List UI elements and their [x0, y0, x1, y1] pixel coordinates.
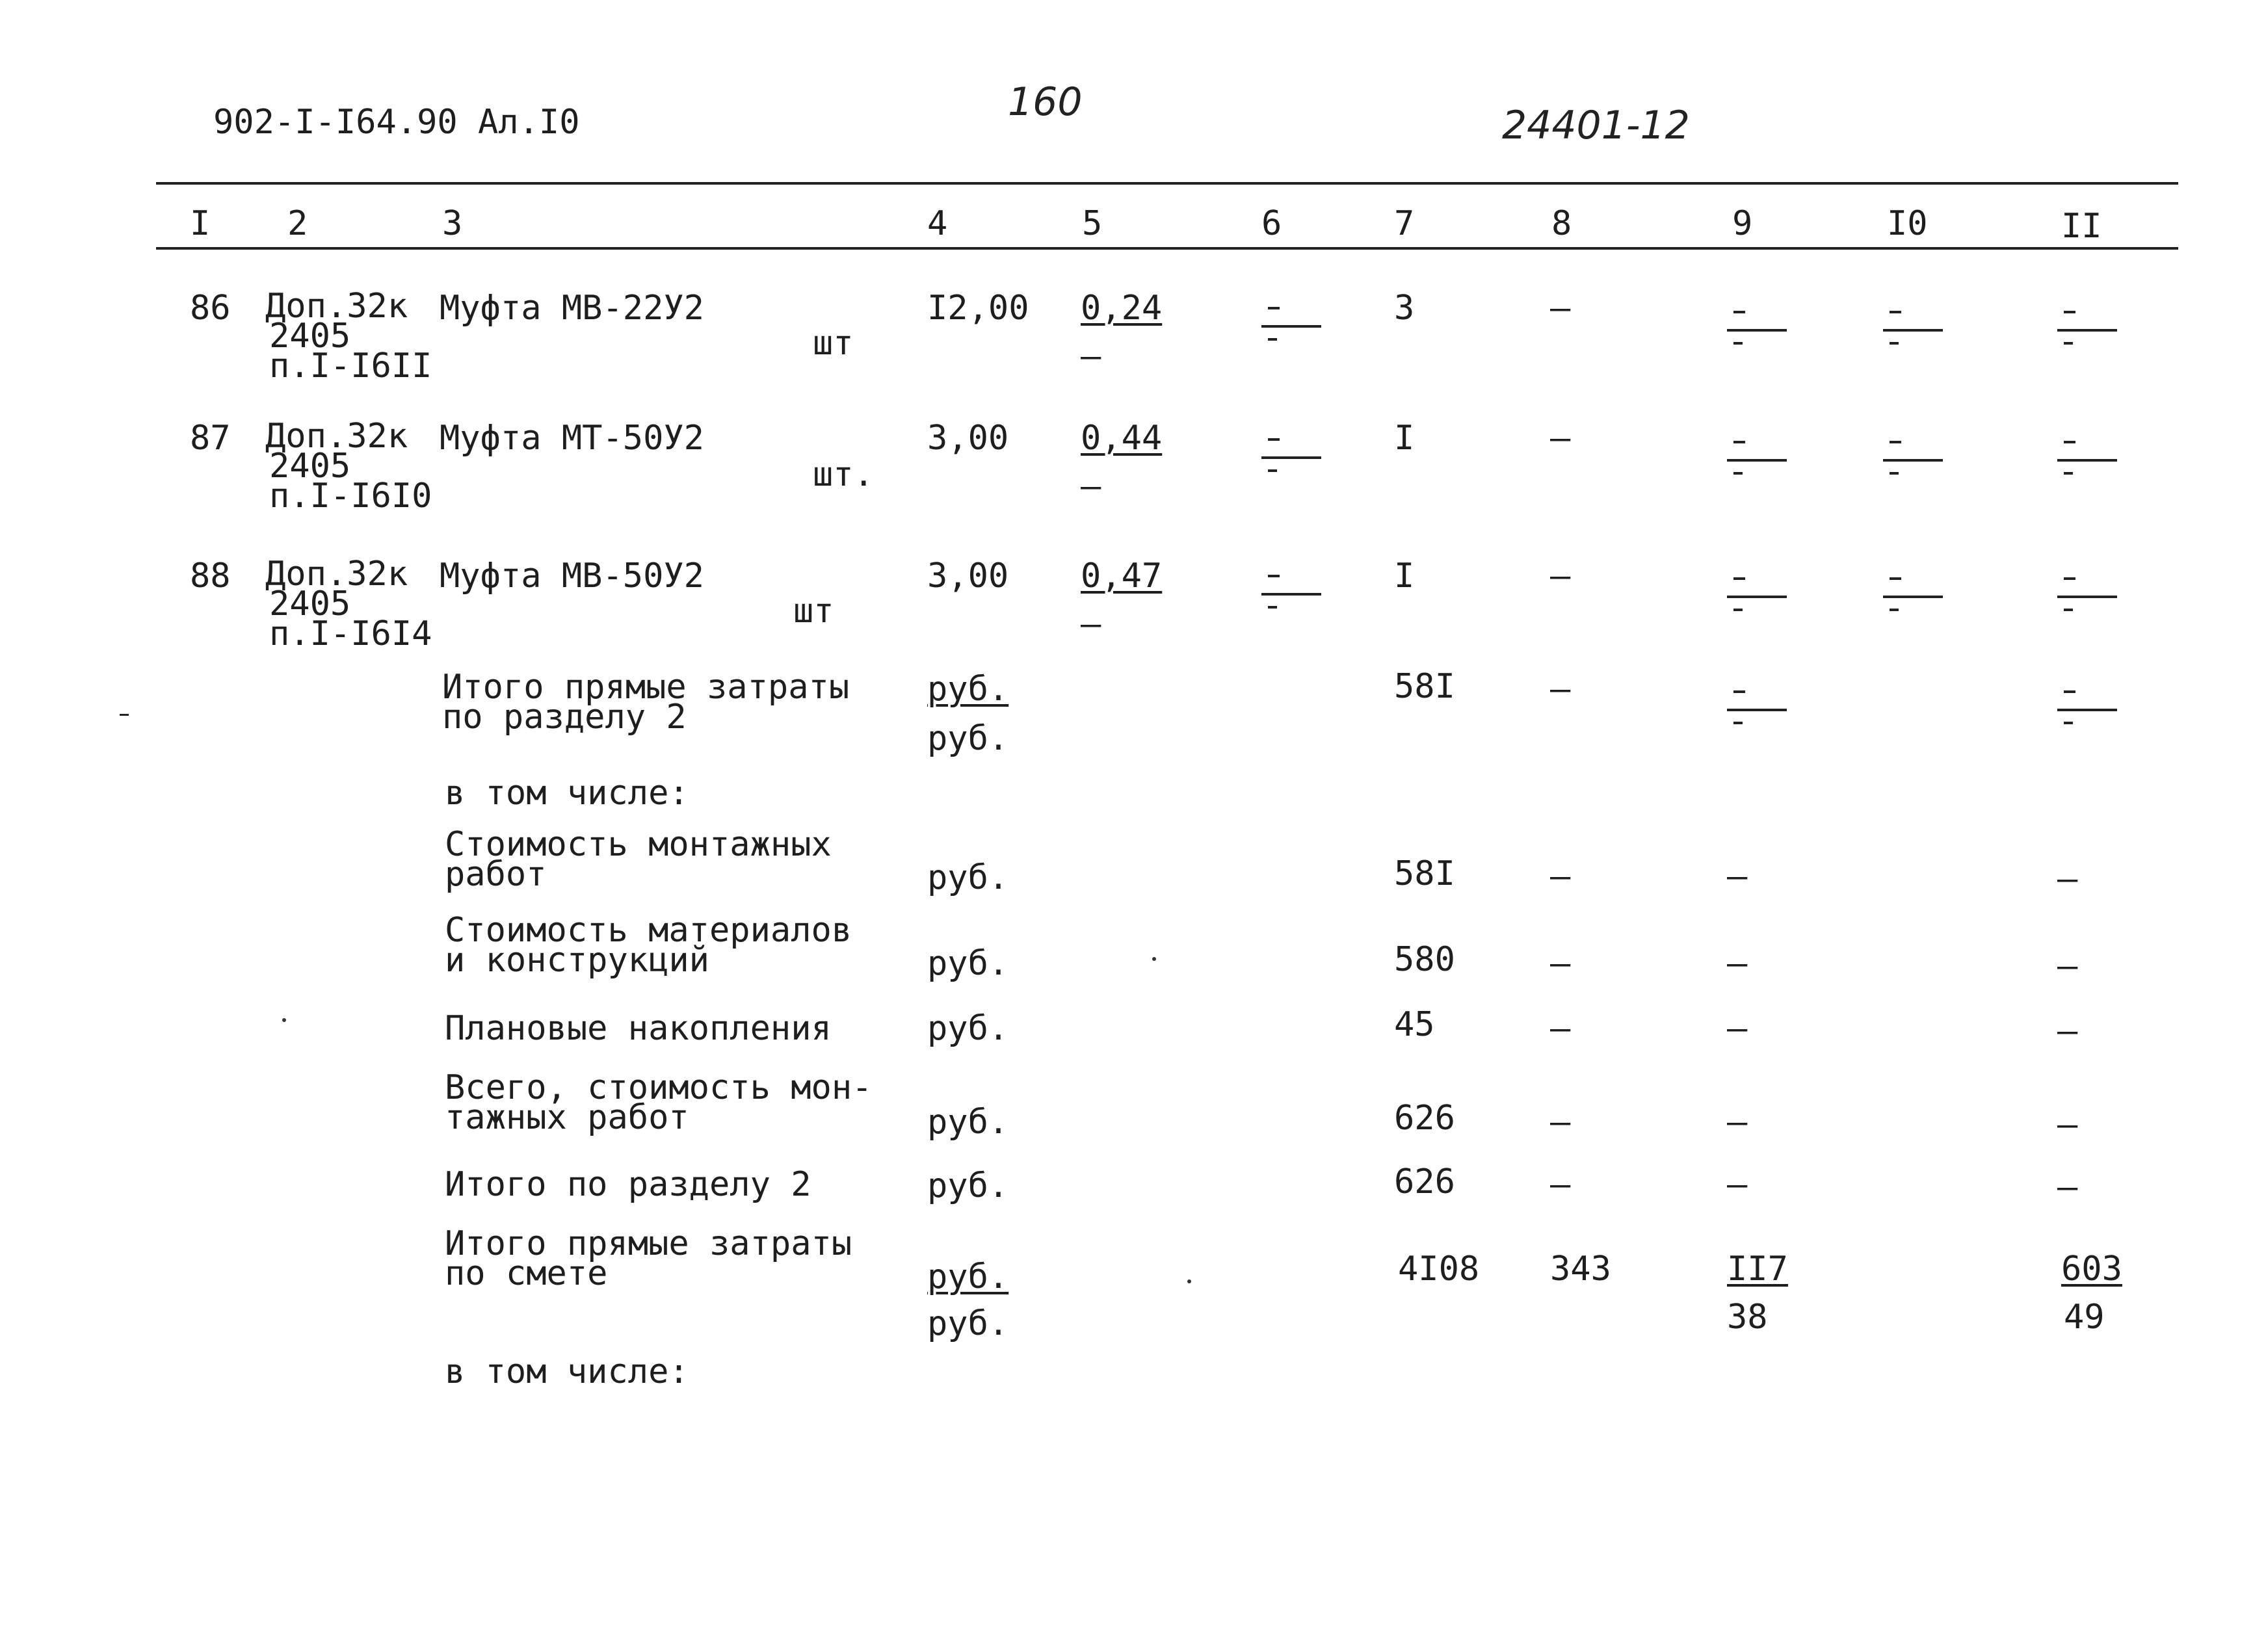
- grand-total-label: по смете: [445, 1254, 608, 1293]
- summary-unit: руб.: [927, 944, 1009, 983]
- summary-label: и конструкций: [445, 941, 709, 980]
- item-ref: 2405: [269, 584, 351, 623]
- summary-col11: –: [2057, 1168, 2078, 1207]
- summary-col9: –: [1727, 1165, 1748, 1204]
- item-unit: шт: [793, 592, 834, 631]
- scan-speck: [1187, 1279, 1191, 1283]
- summary-col7: 580: [1394, 940, 1455, 979]
- summary-col7: 45: [1394, 1005, 1435, 1044]
- item-ref: 2405: [269, 447, 351, 486]
- grand-total-col8: 343: [1550, 1250, 1611, 1289]
- item-col8: –: [1550, 419, 1571, 458]
- summary-col8: –: [1550, 1165, 1571, 1204]
- item-col8: –: [1550, 557, 1571, 596]
- column-header: I0: [1887, 204, 1928, 243]
- item-col5-bottom: –: [1081, 605, 1101, 644]
- inventory-number: 24401-12: [1502, 103, 1690, 148]
- including-label: в том числе:: [445, 774, 689, 813]
- column-header: 4: [927, 204, 948, 243]
- summary-label: Стоимость материалов: [445, 911, 852, 950]
- summary-unit: руб.: [927, 1166, 1009, 1205]
- column-header: 9: [1732, 204, 1753, 243]
- table-top-rule: [156, 182, 2178, 185]
- item-col5-bottom: –: [1081, 337, 1101, 376]
- item-col5-top: 0,44: [1081, 419, 1163, 458]
- item-col7: I: [1394, 419, 1415, 458]
- column-header: 5: [1082, 204, 1103, 243]
- grand-total-label: Итого прямые затраты: [445, 1224, 852, 1263]
- column-header: 6: [1261, 204, 1282, 243]
- item-ref: Доп.32к: [265, 287, 408, 326]
- section-total-label: по разделу 2: [442, 698, 687, 737]
- section-total-col7: 58I: [1394, 667, 1455, 706]
- summary-label: Всего, стоимость мон-: [445, 1068, 873, 1107]
- column-header: II: [2061, 207, 2102, 246]
- item-quantity: 3,00: [927, 419, 1009, 458]
- summary-unit: руб.: [927, 858, 1009, 897]
- item-col7: I: [1394, 557, 1415, 596]
- summary-label: Плановые накопления: [445, 1009, 832, 1048]
- page-number: 160: [1008, 79, 1083, 125]
- section-total-unit: руб.: [927, 719, 1009, 758]
- scan-speck: [1152, 957, 1156, 961]
- summary-col7: 626: [1394, 1099, 1455, 1138]
- summary-unit: руб.: [927, 1103, 1009, 1142]
- item-ref: п.I-I6II: [269, 347, 432, 386]
- summary-col7: 626: [1394, 1162, 1455, 1201]
- summary-col8: –: [1550, 857, 1571, 896]
- column-header: 8: [1551, 204, 1572, 243]
- item-ref: Доп.32к: [265, 417, 408, 456]
- item-quantity: 3,00: [927, 557, 1009, 596]
- item-number: 87: [190, 419, 231, 458]
- summary-label: Стоимость монтажных: [445, 825, 832, 864]
- item-number: 86: [190, 289, 231, 328]
- summary-col9: –: [1727, 944, 1748, 983]
- section-total-col8: –: [1550, 670, 1571, 709]
- summary-col11: –: [2057, 947, 2078, 986]
- grand-total-col11-bottom: 49: [2064, 1298, 2105, 1337]
- item-col5-bottom: –: [1081, 467, 1101, 506]
- column-header: 3: [442, 204, 463, 243]
- item-unit: шт: [813, 324, 854, 363]
- item-ref: п.I-I6I0: [269, 477, 432, 516]
- scan-speck: [120, 714, 129, 716]
- summary-label: работ: [445, 855, 547, 894]
- summary-label: Итого по разделу 2: [445, 1165, 811, 1204]
- item-ref: 2405: [269, 317, 351, 356]
- item-col8: –: [1550, 289, 1571, 328]
- summary-label: тажных работ: [445, 1098, 689, 1137]
- summary-col11: –: [2057, 859, 2078, 898]
- item-name: Муфта МВ-22У2: [440, 289, 704, 328]
- section-total-unit: руб.: [927, 670, 1009, 709]
- column-header: 2: [287, 204, 308, 243]
- summary-unit: руб.: [927, 1009, 1009, 1048]
- item-number: 88: [190, 557, 231, 596]
- item-ref: Доп.32к: [265, 555, 408, 594]
- scan-speck: [282, 1018, 286, 1022]
- summary-col8: –: [1550, 944, 1571, 983]
- grand-total-unit: руб.: [927, 1257, 1009, 1296]
- summary-col7: 58I: [1394, 854, 1455, 893]
- column-header: 7: [1394, 204, 1415, 243]
- item-col7: 3: [1394, 289, 1415, 328]
- item-quantity: I2,00: [927, 289, 1029, 328]
- item-ref: п.I-I6I4: [269, 614, 432, 653]
- summary-col11: –: [2057, 1012, 2078, 1051]
- column-header: I: [190, 204, 211, 243]
- grand-total-col11-top: 603: [2061, 1250, 2122, 1289]
- item-col5-top: 0,24: [1081, 289, 1163, 328]
- item-col5-top: 0,47: [1081, 557, 1163, 596]
- grand-total-col7: 4I08: [1398, 1250, 1480, 1289]
- item-unit: шт.: [813, 455, 874, 494]
- summary-col9: –: [1727, 857, 1748, 896]
- document-code: 902-I-I64.90 Ал.I0: [213, 103, 580, 142]
- summary-col8: –: [1550, 1009, 1571, 1048]
- section-total-label: Итого прямые затраты: [442, 668, 850, 707]
- item-name: Муфта МВ-50У2: [440, 557, 704, 596]
- summary-col8: –: [1550, 1103, 1571, 1142]
- grand-total-col9-bottom: 38: [1727, 1298, 1768, 1337]
- including-label: в том числе:: [445, 1352, 689, 1391]
- grand-total-unit: руб.: [927, 1304, 1009, 1343]
- summary-col9: –: [1727, 1103, 1748, 1142]
- summary-col9: –: [1727, 1009, 1748, 1048]
- header-bottom-rule: [156, 247, 2178, 250]
- grand-total-col9-top: II7: [1727, 1250, 1788, 1289]
- summary-col11: –: [2057, 1105, 2078, 1144]
- item-name: Муфта МТ-50У2: [440, 419, 704, 458]
